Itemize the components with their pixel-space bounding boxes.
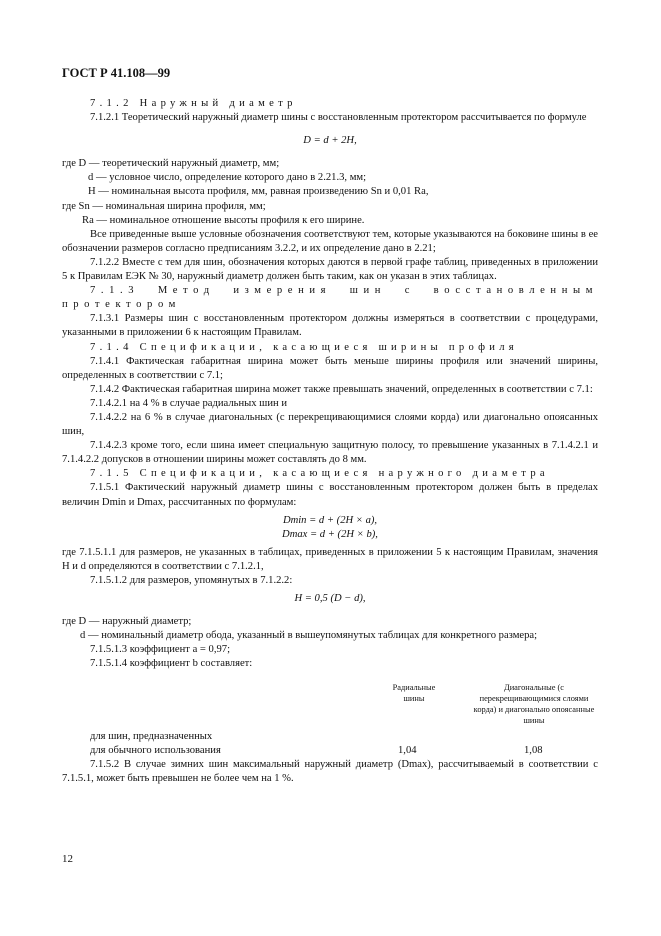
- paragraph-7-1-5-1: 7.1.5.1 Фактический наружный диаметр шины с восстановленным протектором должен быть в пределах величин Dmin и Dmax, рассчитанных по формулам:: [62, 482, 598, 508]
- paragraph-symbols-note: Все приведенные выше условные обозначения соответствуют тем, которые указываются на боковине шины в ее обозначении размеров согласно предписаниям 3.2.2, и их определение дано в 2.21;: [62, 228, 598, 254]
- column-header-radial: Радиальные шины: [392, 682, 436, 703]
- formula-dmax: Dmax = d + (2H × b),: [282, 528, 378, 540]
- row-label-line-1: для шин, предназначенных: [90, 730, 213, 742]
- definition-outer-diameter: где D — наружный диаметр;: [62, 616, 192, 628]
- heading-7-1-5: 7.1.5 Спецификации, касающиеся наружного диаметра: [90, 468, 549, 480]
- paragraph-7-1-5-1-4: 7.1.5.1.4 коэффициент b составляет:: [90, 658, 253, 670]
- paragraph-7-1-3-1: 7.1.3.1 Размеры шин с восстановленным протектором должны измеряться в соответствии с процедурами, указанными в приложении 6 к настоящим Правилам.: [62, 313, 598, 339]
- formula-h: H = 0,5 (D − d),: [294, 593, 366, 605]
- paragraph-7-1-5-2: 7.1.5.2 В случае зимних шин максимальный наружный диаметр (Dmax), рассчитываемый в соответствии с 7.1.5.1, может быть превышен не более чем на 1 %.: [62, 758, 598, 784]
- paragraph-7-1-4-1: 7.1.4.1 Фактическая габаритная ширина может быть меньше ширины профиля или значений ширины, определенных в соответствии с 7.1;: [62, 355, 598, 381]
- paragraph-7-1-4-2-1: 7.1.4.2.1 на 4 % в случае радиальных шин и: [90, 397, 287, 409]
- definition-d: d — условное число, определение которого дано в 2.21.3, мм;: [88, 172, 367, 184]
- definition-rim-diameter: d — номинальный диаметр обода, указанный в вышеупомянутых таблицах для конкретного размера;: [80, 630, 538, 642]
- heading-7-1-2: 7.1.2 Наружный диаметр: [90, 98, 297, 109]
- page-number: 12: [62, 853, 73, 865]
- paragraph-7-1-4-2: 7.1.4.2 Фактическая габаритная ширина может также превышать значений, определенных в соответствии с 7.1:: [90, 383, 593, 395]
- value-radial: 1,04: [398, 744, 417, 756]
- column-header-diagonal: Диагональные (с перекрещивающимися слоями корда) и диагонально опоясанные шины: [473, 682, 595, 725]
- paragraph-7-1-5-1-2: 7.1.5.1.2 для размеров, упомянутых в 7.1.2.2:: [90, 575, 293, 586]
- definition-Ra: Ra — номинальное отношение высоты профиля к его ширине.: [82, 214, 365, 226]
- paragraph-7-1-5-1-1: где 7.1.5.1.1 для размеров, не указанных в таблицах, приведенных в приложении 5 к настоящим Правилам, значения H и d определяются в соответствии с 7.1.2.1,: [62, 546, 598, 572]
- formula-dmin: Dmin = d + (2H × a),: [282, 514, 378, 526]
- paragraph-7-1-5-1-3: 7.1.5.1.3 коэффициент a = 0,97;: [90, 644, 231, 656]
- heading-7-1-4: 7.1.4 Спецификации, касающиеся ширины профиля: [90, 341, 518, 353]
- paragraph-7-1-4-2-2: 7.1.4.2.2 на 6 % в случае диагональных (с перекрещивающимися слоями корда) или диагонально опоясанных шин,: [62, 411, 598, 438]
- definition-D: где D — теоретический наружный диаметр, мм;: [62, 158, 280, 170]
- definition-Sn: где Sn — номинальная ширина профиля, мм;: [62, 200, 266, 212]
- page-content: [62, 97, 598, 786]
- value-diagonal: 1,08: [524, 744, 543, 756]
- document-header: ГОСТ Р 41.108—99: [62, 66, 171, 80]
- coefficient-table-header: [62, 682, 598, 728]
- table-row-label-1: [62, 730, 598, 744]
- row-label-line-2: для обычного использования: [90, 744, 221, 756]
- heading-7-1-3: 7.1.3 Метод измерения шин с восстановленным протектором: [62, 285, 598, 311]
- table-row: [62, 744, 598, 758]
- definition-H: H — номинальная высота профиля, мм, равная произведению Sn и 0,01 Ra,: [88, 186, 429, 198]
- paragraph-7-1-2-1: 7.1.2.1 Теоретический наружный диаметр шины с восстановленным протектором рассчитывается по формуле: [90, 112, 587, 124]
- paragraph-7-1-4-2-3: 7.1.4.2.3 кроме того, если шина имеет специальную защитную полосу, то превышение указанных в 7.1.4.2.1 и 7.1.4.2.2 допусков в отношении ширины может составлять до 8 мм.: [62, 440, 598, 466]
- paragraph-7-1-2-2: 7.1.2.2 Вместе с тем для шин, обозначения которых даются в первой графе таблиц, приведенных в приложении 5 к Правилам ЕЭК № 30, наружный диаметр должен быть таким, как он указан в этих таблицах.: [62, 256, 598, 283]
- formula-d: D = d + 2H,: [303, 135, 357, 147]
